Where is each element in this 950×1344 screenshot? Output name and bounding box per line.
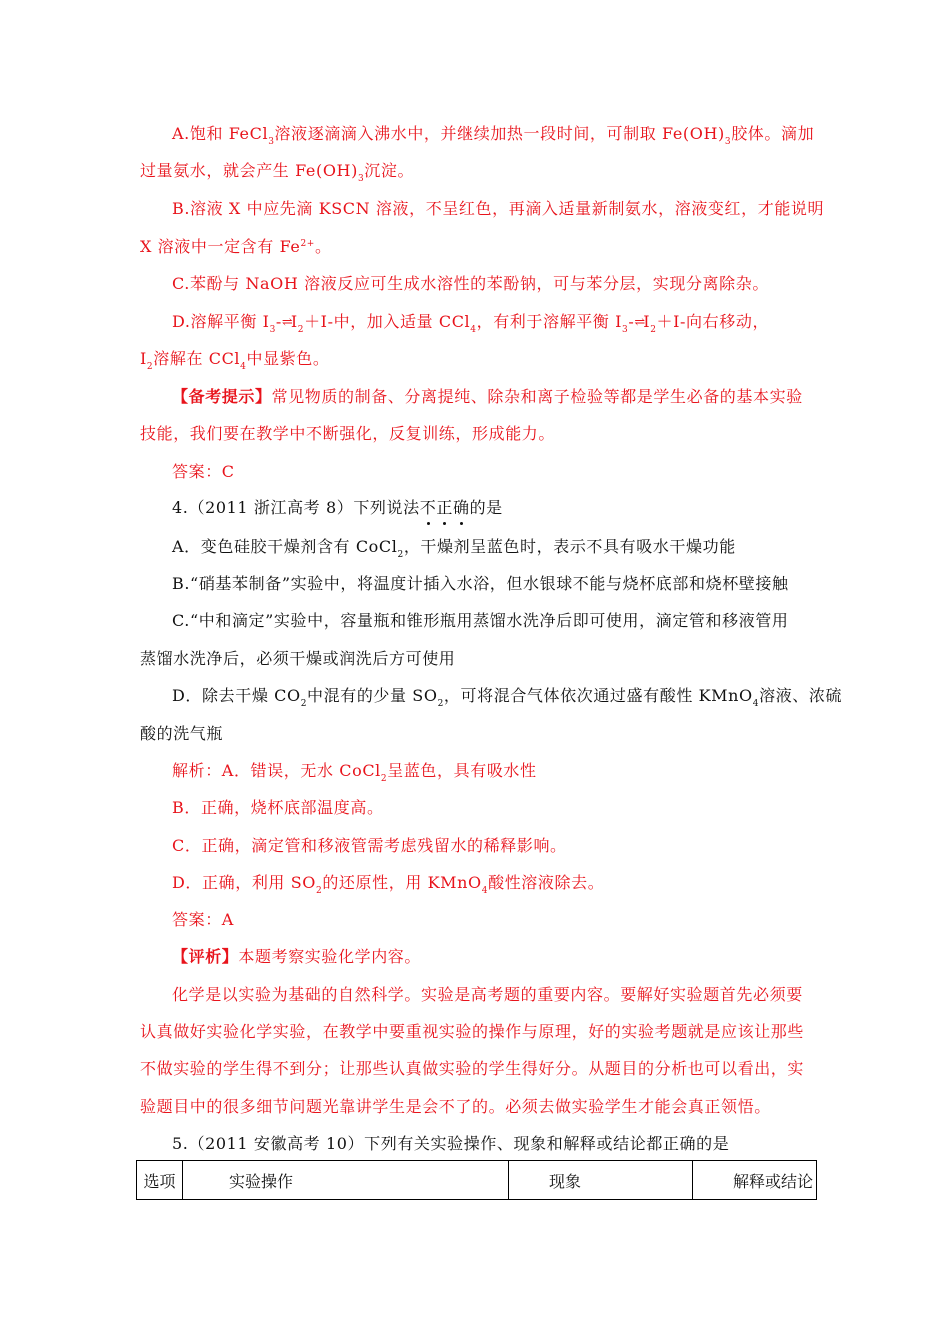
review-paragraph-line2: 认真做好实验化学实验，在教学中要重视实验的操作与原理，好的实验考题就是应该让那些 (140, 1022, 805, 1041)
table-header-option: 选项 (137, 1161, 183, 1200)
option-b-line2: X 溶液中一定含有 $Fe^{2+}$。 (140, 237, 332, 256)
question-4-stem: 4.（2011 浙江高考 8）下列说法不正确的是 (172, 498, 503, 517)
question-5-table (136, 1160, 817, 1200)
question-4-option-b: B.“硝基苯制备”实验中，将温度计插入水浴，但水银球不能与烧杯底部和烧杯壁接触 (172, 574, 789, 593)
answer-4: 答案：A (172, 910, 234, 929)
table-header-row (137, 1161, 817, 1200)
option-d-line2: $I_2$溶解在 CCl$_4$中显紫色。 (140, 349, 330, 372)
solution-a: 解析：A．错误，无水 CoCl$_2$呈蓝色，具有吸水性 (172, 761, 537, 784)
question-4-option-a: A．变色硅胶干燥剂含有 CoCl$_2$，干燥剂呈蓝色时，表示不具有吸水干燥功能 (172, 537, 736, 560)
question-4-option-c-line2: 蒸馏水洗净后，必须干燥或润洗后方可使用 (140, 649, 456, 668)
review-heading: 【评析】本题考察实验化学内容。 (172, 947, 422, 966)
review-paragraph-line1: 化学是以实验为基础的自然科学。实验是高考题的重要内容。要解好实验题首先必须要 (172, 985, 803, 1004)
solution-c: C．正确，滴定管和移液管需考虑残留水的稀释影响。 (172, 836, 567, 855)
question-4-option-d-line1: D．除去干燥 $CO_2$中混有的少量 $SO_2$，可将混合气体依次通过盛有酸性 KMnO$_4$溶液、浓硫 (172, 686, 843, 709)
answer-3: 答案：C (172, 462, 235, 481)
review-paragraph-line4: 验题目中的很多细节问题光靠讲学生是会不了的。必须去做实验学生才能会真正领悟。 (140, 1097, 771, 1116)
option-a-line2: 过量氨水，就会产生 $Fe(OH)_3$沉淀。 (140, 161, 415, 184)
solution-b: B．正确，烧杯底部温度高。 (172, 798, 384, 817)
question-4-option-c-line1: C.“中和滴定”实验中，容量瓶和锥形瓶用蒸馏水洗净后即可使用，滴定管和移液管用 (172, 611, 789, 630)
question-5-stem: 5.（2011 安徽高考 10）下列有关实验操作、现象和解释或结论都正确的是 (172, 1134, 730, 1153)
solution-d: D．正确，利用 $SO_2$的还原性，用 KMnO$_4$酸性溶液除去。 (172, 873, 605, 896)
table-header-phenomenon: 现象 (509, 1161, 693, 1200)
option-b-line1: B.溶液 X 中应先滴 KSCN 溶液，不呈红色，再滴入适量新制氨水，溶液变红，才能说明 (172, 199, 825, 218)
exam-tip-line2: 技能，我们要在教学中不断强化，反复训练，形成能力。 (140, 424, 556, 443)
question-4-option-d-line2: 酸的洗气瓶 (140, 724, 224, 743)
option-d-line1: D.溶解平衡 $I_3-\rightleftharpoons I_2+I-$中，加入适量 CCl$_4$，有利于溶解平衡 $I_3-\rightleftharpoons I_2+I-$向右移动， (172, 312, 770, 335)
option-c-line: C.苯酚与 NaOH 溶液反应可生成水溶性的苯酚钠，可与苯分层，实现分离除杂。 (172, 274, 769, 293)
table-header-operation: 实验操作 (183, 1161, 509, 1200)
option-a-line1: A.饱和 FeCl$_3$溶液逐滴滴入沸水中，并继续加热一段时间，可制取 $Fe(OH)_3$胶体。滴加 (172, 124, 815, 147)
review-paragraph-line3: 不做实验的学生得不到分；让那些认真做实验的学生得好分。从题目的分析也可以看出，实 (140, 1059, 805, 1078)
exam-tip-line1: 【备考提示】常见物质的制备、分离提纯、除杂和离子检验等都是学生必备的基本实验 (172, 387, 803, 406)
table-header-conclusion: 解释或结论 (693, 1161, 817, 1200)
equilibrium-arrow-icon: ⇌ (634, 315, 644, 330)
equilibrium-arrow-icon: ⇌ (281, 315, 291, 330)
